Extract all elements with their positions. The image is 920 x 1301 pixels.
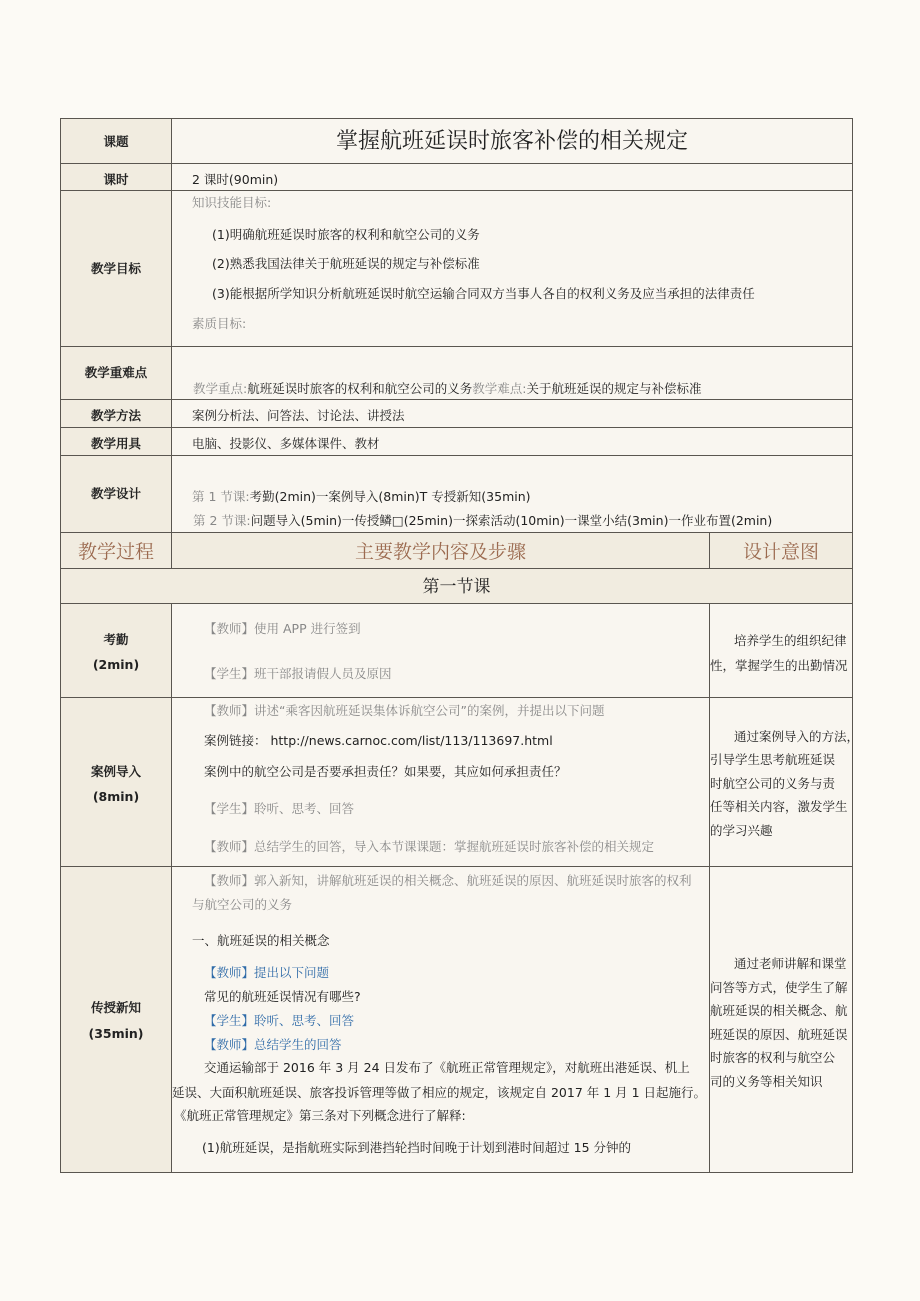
stage-line: 《航班正常管理规定》第三条对下列概念进行了解释: (174, 1108, 466, 1123)
intent-line: 问答等方式，使学生了解 (710, 980, 848, 995)
stage-line: 延误、大面积航班延误、旅客投诉管理等做了相应的规定，该规定自 2017 年 1 月 1 日起施行。 (172, 1085, 707, 1100)
intent-line: 时航空公司的义务与责 (710, 776, 836, 791)
stage-line: (1)航班延误，是指航班实际到港挡轮挡时间晚于计划到港时间超过 15 分钟的 (202, 1140, 632, 1155)
stage-name: 案例导入 (90, 764, 141, 779)
stage-line: 【教师】总结学生的回答，导入本节课课题：掌握航班延误时旅客补偿的相关规定 (204, 839, 655, 854)
section-title: 第一节课 (422, 577, 491, 597)
intent-line: 培养学生的组织纪律 (734, 633, 847, 648)
stage-line: 【教师】使用 APP 进行签到 (204, 621, 361, 636)
difficulty-text: 关于航班延误的规定与补偿标准 (526, 381, 702, 396)
goal-item: (1)明确航班延误时旅客的权利和航空公司的义务 (212, 227, 480, 242)
label-cell (60, 697, 172, 867)
intent-line: 通过老师讲解和课堂 (734, 956, 847, 971)
intent-line: 的学习兴趣 (710, 823, 773, 838)
goals-label: 教学目标 (90, 261, 141, 276)
intent-line: 任等相关内容，激发学生 (710, 799, 848, 814)
methods-value: 案例分析法、问答法、讨论法、讲授法 (192, 408, 405, 423)
content-cell (171, 603, 710, 698)
stage-line: 与航空公司的义务 (192, 897, 293, 912)
stage-name: 考勤 (103, 632, 129, 647)
intent-line: 司的义务等相关知识 (710, 1074, 823, 1089)
design-label: 教学设计 (90, 486, 141, 501)
hours-label: 课时 (103, 172, 129, 187)
intent-line: 班延误的原因、航班延误 (710, 1027, 848, 1042)
stage-line: 【教师】提出以下问题 (204, 965, 330, 980)
stage-line: 【教师】总结学生的回答 (204, 1037, 342, 1052)
header-content: 主要教学内容及步骤 (354, 541, 526, 563)
intent-cell (709, 603, 853, 698)
stage-time: (8min) (92, 789, 140, 804)
focus-label: 教学重点: (193, 381, 248, 396)
stage-line: 【教师】讲述“乘客因航班延误集体诉航空公司”的案例，并提出以下问题 (204, 703, 605, 718)
intent-line: 通过案例导入的方法， (734, 729, 860, 744)
header-intent: 设计意图 (742, 541, 819, 563)
stage-line: 案例中的航空公司是否要承担责任？如果要，其应如何承担责任？ (204, 764, 567, 779)
case-link[interactable]: 案例链接： http://news.carnoc.com/list/113/113697.html (204, 733, 553, 748)
goal-item: (3)能根据所学知识分析航班延误时航空运输合同双方当事人各自的权利义务及应当承担的法律责任 (212, 286, 755, 301)
quality-heading: 素质目标: (192, 316, 247, 331)
hours-value: 2 课时(90min) (192, 172, 279, 187)
design-l2-text: 问题导入(5min)一传授鳞□(25min)一探索活动(10min)一课堂小结(3min)一作业布置(2min) (250, 513, 773, 528)
stage-line: 【学生】班干部报请假人员及原因 (204, 666, 392, 681)
stage-line: 常见的航班延误情况有哪些? (204, 989, 361, 1004)
intent-line: 引导学生思考航班延误 (710, 752, 836, 767)
stage-time: (2min) (92, 657, 140, 672)
stage-line: 【学生】聆听、思考、回答 (204, 801, 355, 816)
tools-label: 教学用具 (90, 436, 141, 451)
intent-line: 航班延误的相关概念、航 (710, 1003, 848, 1018)
topic-label: 课题 (103, 134, 129, 149)
page-title: 掌握航班延误时旅客补偿的相关规定 (335, 129, 688, 154)
key-points-label: 教学重难点 (84, 365, 148, 380)
intent-line: 时旅客的权利与航空公 (710, 1050, 836, 1065)
key-points-value (193, 381, 701, 397)
stage-line: 交通运输部于 2016 年 3 月 24 日发布了《航班正常管理规定》，对航班出港延误、机上 (204, 1060, 690, 1075)
design-line-1 (192, 489, 531, 505)
focus-text: 航班延误时旅客的权利和航空公司的义务 (247, 381, 473, 396)
design-l2-label: 第 2 节课: (193, 513, 251, 528)
difficulty-label: 教学难点: (472, 381, 527, 396)
stage-time: (35min) (88, 1026, 144, 1041)
header-process: 教学过程 (77, 541, 154, 563)
design-line-2 (193, 513, 772, 529)
stage-name: 传授新知 (90, 1000, 141, 1015)
methods-label: 教学方法 (90, 408, 141, 423)
intent-cell (709, 866, 853, 1173)
stage-line: 【教师】郭入新知，讲解航班延误的相关概念、航班延误的原因、航班延误时旅客的权利 (204, 873, 692, 888)
section-heading: 一、航班延误的相关概念 (192, 933, 330, 948)
design-l1-label: 第 1 节课: (192, 489, 250, 504)
goal-item: (2)熟悉我国法律关于航班延误的规定与补偿标准 (212, 256, 480, 271)
label-cell (60, 603, 172, 698)
design-l1-text: 考勤(2min)一案例导入(8min)T 专授新知(35min) (249, 489, 531, 504)
intent-line: 性，掌握学生的出勤情况 (710, 658, 848, 673)
tools-value: 电脑、投影仪、多媒体课件、教材 (192, 436, 380, 451)
stage-line: 【学生】聆听、思考、回答 (204, 1013, 355, 1028)
label-cell (60, 866, 172, 1173)
knowledge-heading: 知识技能目标: (192, 195, 272, 210)
